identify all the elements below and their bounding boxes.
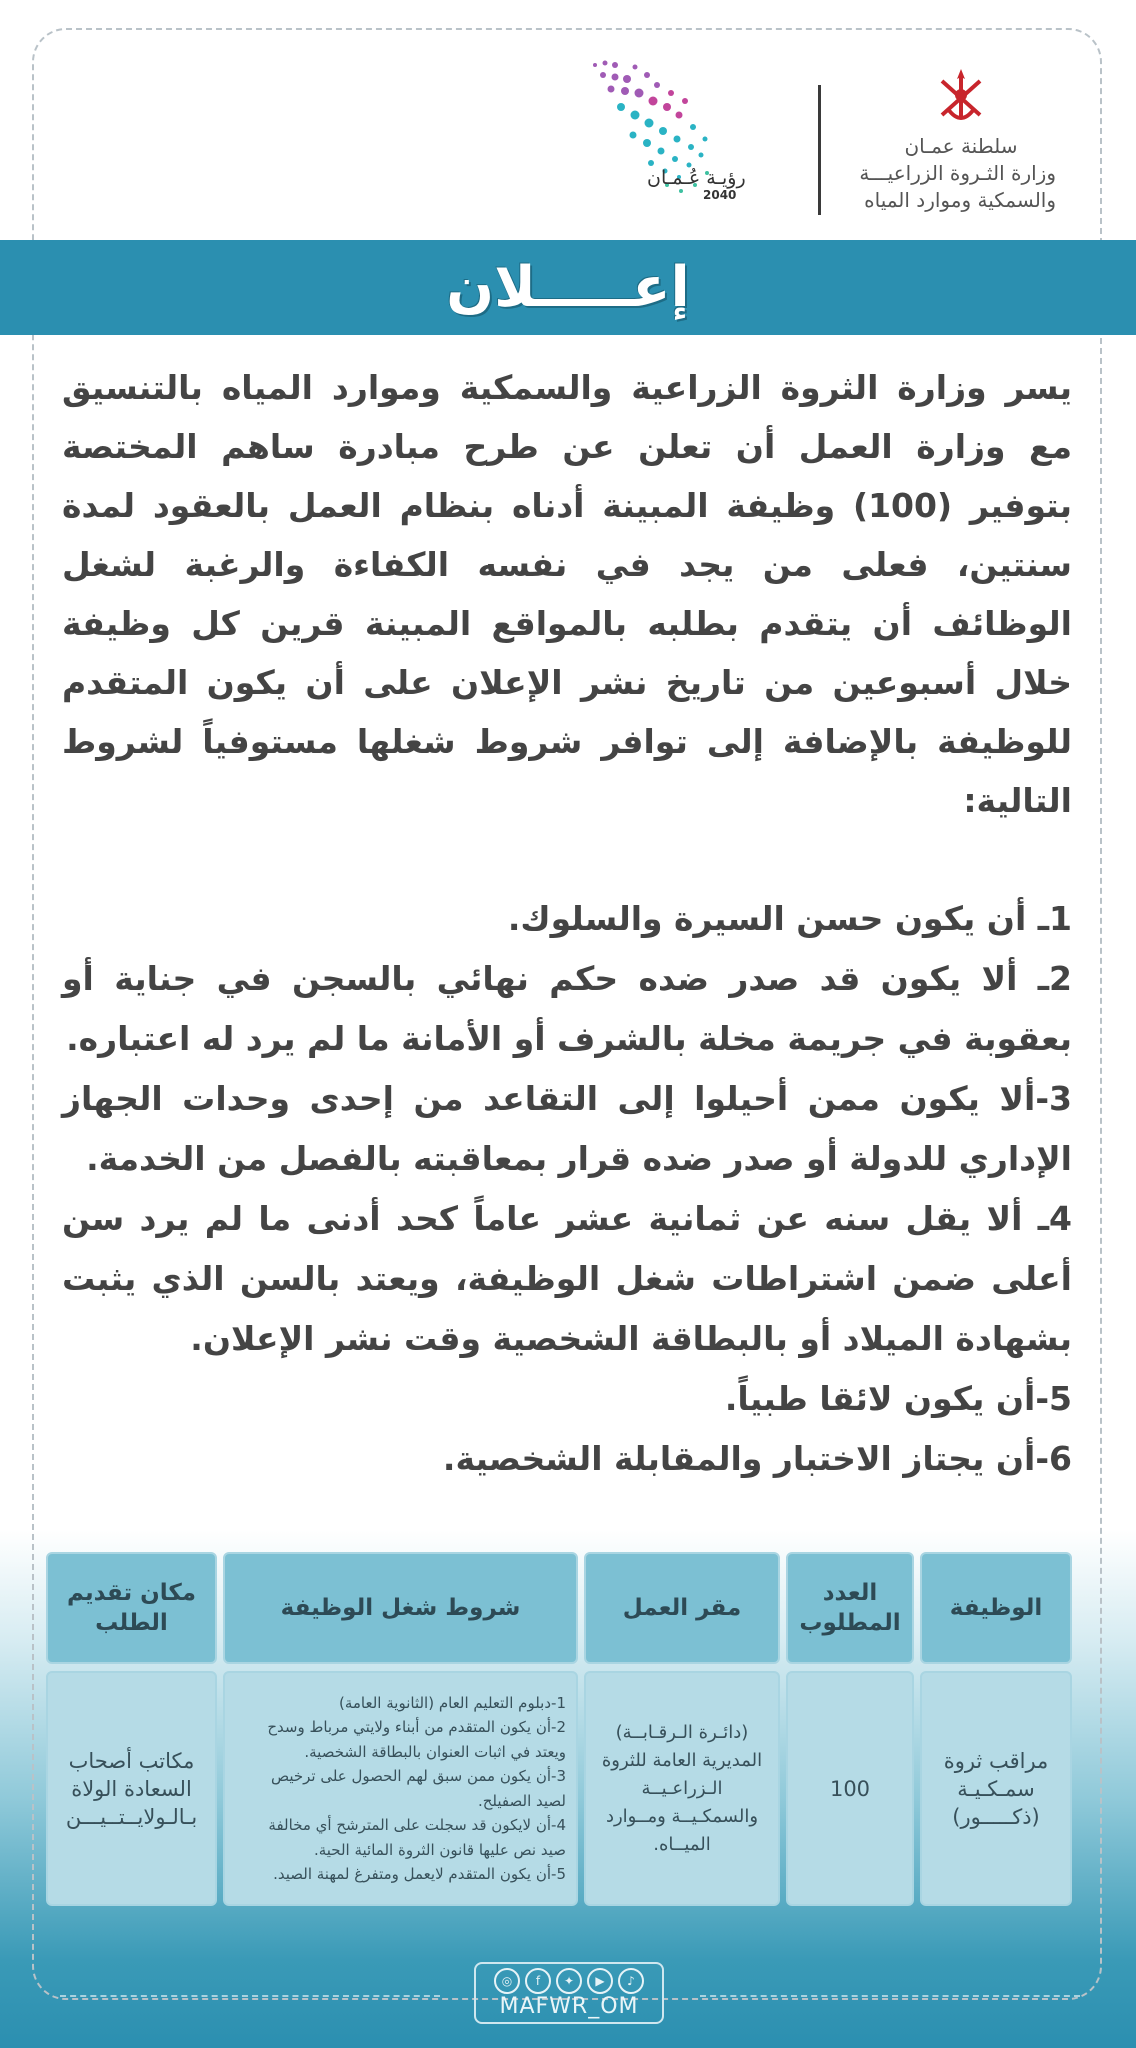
- announcement-banner: [0, 240, 1136, 335]
- header: [0, 55, 1136, 235]
- announcement-body: [62, 358, 1072, 1489]
- requirement-line: لصيد الصفيلح.: [477, 1791, 566, 1810]
- footer-dash-right: [700, 1995, 1080, 1997]
- oman-emblem-icon: [934, 65, 988, 127]
- ministry-line-1: سلطنة عمـان: [904, 134, 1018, 158]
- requirement-line: صيد نص عليها قانون الثروة المائية الحية.: [313, 1840, 566, 1859]
- requirement-line: 4-أن لايكون قد سجلت على المترشح أي مخالفة: [268, 1816, 566, 1834]
- cell-location: (دائـرة الـرقـابــة) المديرية العامة للثروة الـزراعـيــة والسمكـيــة ومــوارد الميــاه.: [584, 1671, 780, 1906]
- jobs-table: [56, 1552, 1072, 1906]
- twitter-icon[interactable]: ✦: [556, 1968, 582, 1994]
- youtube-icon[interactable]: ▶: [587, 1968, 613, 1994]
- cell-requirements: [223, 1671, 578, 1906]
- cell-count: 100: [786, 1671, 914, 1906]
- header-job: الوظيفة: [920, 1552, 1072, 1664]
- ministry-line-2: وزارة الثـروة الزراعيـــة: [859, 161, 1056, 185]
- condition-item: 6-أن يجتاز الاختبار والمقابلة الشخصية.: [442, 1439, 1072, 1478]
- social-row: [476, 1968, 662, 1994]
- requirements-list: [225, 1691, 576, 1887]
- condition-item: 1ـ أن يكون حسن السيرة والسلوك.: [507, 899, 1072, 938]
- header-divider: [818, 85, 821, 215]
- instagram-icon[interactable]: ◎: [494, 1968, 520, 1994]
- condition-item: 4ـ ألا يقل سنه عن ثمانية عشر عاماً كحد أدنى ما لم يرد سن أعلى ضمن اشتراطات شغل الوظيفة، ويعتد بالسن الذي يثبت بشهادة الميلاد أو بالبطاقة الشخصية وقت نشر الإعلان.: [62, 1199, 1072, 1358]
- vision-2040-logo: [575, 55, 805, 225]
- conditions-list: [62, 889, 1072, 1489]
- cell-apply-place: مكاتب أصحاب السعادة الولاة بـالـولايــتــيـــن: [46, 1671, 217, 1906]
- vision-dots-icon: [575, 55, 805, 225]
- social-handle[interactable]: MAFWR_OM: [499, 1994, 639, 2019]
- header-requirements: شروط شغل الوظيفة: [223, 1552, 578, 1664]
- condition-item: 3-ألا يكون ممن أحيلوا إلى التقاعد من إحدى وحدات الجهاز الإداري للدولة أو صدر ضده قرار بمعاقبته بالفصل من الخدمة.: [62, 1079, 1072, 1178]
- cell-job: مراقب ثروة سمـكـيـة (ذكـــــور): [920, 1671, 1072, 1906]
- vision-year: 2040: [703, 188, 737, 202]
- footer-social: [474, 1962, 664, 2024]
- header-count: العدد المطلوب: [786, 1552, 914, 1664]
- requirement-line: 3-أن يكون ممن سبق لهم الحصول على ترخيص: [270, 1767, 566, 1785]
- header-location: مقر العمل: [584, 1552, 780, 1664]
- requirement-line: ويعتد في اثبات العنوان بالبطاقة الشخصية.: [304, 1742, 566, 1761]
- condition-item: 5-أن يكون لائقا طبياً.: [724, 1379, 1072, 1418]
- facebook-icon[interactable]: f: [525, 1968, 551, 1994]
- vision-text: رؤيـة عُـمـان: [647, 167, 746, 189]
- footer-dash-left: [60, 1995, 440, 1997]
- header-apply-place: مكان تقديم الطلب: [46, 1552, 217, 1664]
- requirement-line: 1-دبلوم التعليم العام (الثانوية العامة): [339, 1693, 566, 1712]
- intro-paragraph: يسر وزارة الثروة الزراعية والسمكية وموارد المياه بالتنسيق مع وزارة العمل أن تعلن عن طرح مبادرة ساهم المختصة بتوفير (100) وظيفة المبينة أدناه بنظام العمل بالعقود لمدة سنتين، فعلى من يجد في نفسه الكفاءة والرغبة لشغل الوظائف أن يتقدم بطلبه بالمواقع المبينة قرين كل وظيفة خلال أسبوعين من تاريخ نشر الإعلان على أن يكون المتقدم للوظيفة بالإضافة إلى توافر شروط شغلها مستوفياً لشروط التالية:: [62, 368, 1073, 820]
- requirement-line: 5-أن يكون المتقدم لايعمل ومتفرغ لمهنة الصيد.: [273, 1865, 566, 1883]
- condition-item: 2ـ ألا يكون قد صدر ضده حكم نهائي بالسجن في جناية أو بعقوبة في جريمة مخلة بالشرف أو الأمانة ما لم يرد له اعتباره.: [62, 959, 1072, 1058]
- ministry-block: [859, 65, 1056, 214]
- banner-title: إعـــــلان: [446, 255, 690, 320]
- tiktok-icon[interactable]: ♪: [618, 1968, 644, 1994]
- ministry-line-3: والسمكية وموارد المياه: [864, 188, 1056, 212]
- requirement-line: 2-أن يكون المتقدم من أبناء ولايتي مرباط وسدح: [267, 1718, 566, 1736]
